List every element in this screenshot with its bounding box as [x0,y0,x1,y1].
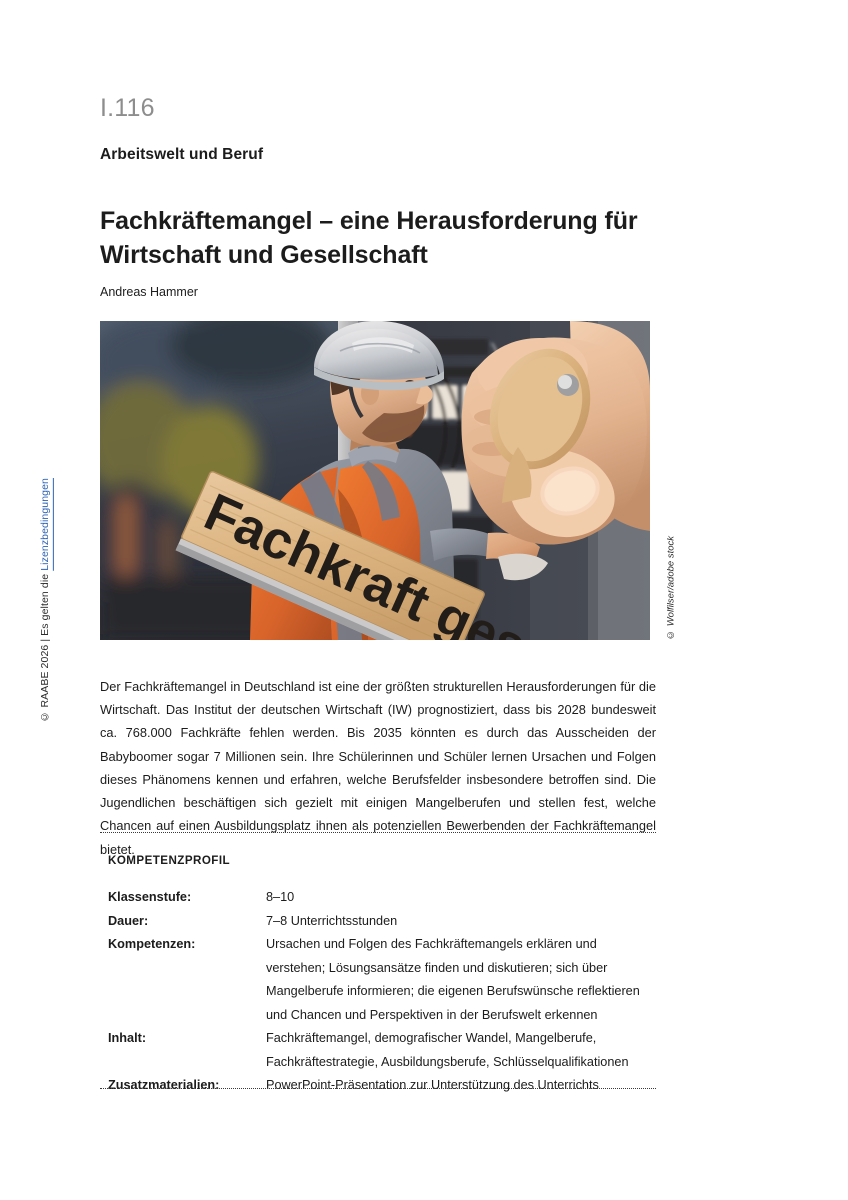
table-row [108,933,656,1027]
row-label: Zusatzmaterialien: [108,1078,220,1092]
section-kicker: Arbeitswelt und Beruf [100,146,264,163]
copyright-rail [34,478,56,723]
row-label: Klassenstufe: [108,890,192,904]
row-label: Inhalt: [108,1031,147,1045]
svg-text:Fachkraft gesucht: Fachkraft [196,482,438,634]
image-credit-text: © Wolfilser/adobe stock [665,536,677,640]
divider-bottom [100,1088,656,1090]
intro-paragraph: Der Fachkräftemangel in Deutschland ist eine der größten strukturellen Herausforderungen für die Wirtschaft. Das Institut der deutschen Wirtschaft (IW) prognostiziert, dass bis 2028 bundesweit ca. 768.000 Fachkräfte fehlen werden. Bis 2035 könnten es durch das Ausscheiden der Babyboomer sogar 7 Millionen sein. Ihre Schülerinnen und Schüler lernen Ursachen und Folgen dieses Phänomens kennen und erfahren, welche Berufsfelder insbesondere betroffen sind. Die Jugendlichen beschäftigen sich gezielt mit einigen Mangelberufen und stellen fest, welche Chancen auf einen Ausbildungsplatz ihnen als potenziellen Bewerbenden der Fachkräftemangel bietet. [100,678,656,857]
row-value: Fachkräftemangel, demografischer Wandel, Mangelberufe, Fachkräftestrategie, Ausbildungsberufe, Schlüsselqualifikationen [266,1031,629,1069]
copyright-prefix: © RAABE 2026 | Es gelten die [38,570,51,723]
row-label: Kompetenzen: [108,937,196,951]
copyright-vertical-text [40,478,51,723]
issue-code: I.116 [100,94,155,122]
image-credit [662,321,680,640]
competency-profile-table [108,886,656,1098]
table-row [108,886,656,910]
page-title: Fachkräftemangel – eine Herausforderung für Wirtschaft und Gesellschaft [100,206,638,269]
table-row [108,1027,656,1074]
table-row [108,910,656,934]
competency-profile-heading: KOMPETENZPROFIL [108,854,231,867]
row-value: 8–10 [266,890,295,904]
table-row [108,1074,656,1098]
row-value: 7–8 Unterrichtsstunden [266,913,398,928]
author-name: Andreas Hammer [100,285,198,299]
hero-figure [100,321,677,640]
divider-top [100,832,656,834]
row-value: Ursachen und Folgen des Fachkräftemangels erklären und verstehen; Lösungsansätze finden und diskutieren; sich über Mangelberufe informieren; die eigenen Berufswünsche reflektieren und Chancen und Perspektiven in der Berufswelt erkennen [266,937,640,1022]
license-link[interactable]: Lizenzbedingungen [38,478,51,571]
hero-image [100,321,650,640]
row-label: Dauer: [108,913,149,928]
row-value: PowerPoint-Präsentation zur Unterstützung des Unterrichts [266,1078,599,1092]
